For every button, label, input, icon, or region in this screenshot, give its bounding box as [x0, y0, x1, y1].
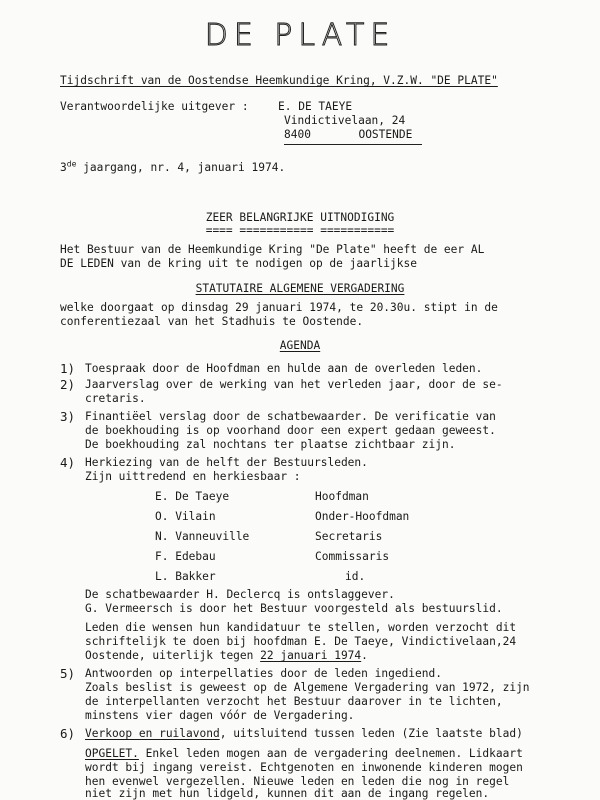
- agenda-item-6-number: 6): [60, 726, 76, 741]
- agenda-item-4-number: 4): [60, 455, 76, 470]
- agenda-item-3-line-2: de boekhouding is op voorhand door een expert gedaan geweest.: [85, 424, 496, 437]
- agenda-item-3-line-1: Finantiëel verslag door de schatbewaarder. De verificatie van: [85, 410, 496, 423]
- masthead-subtitle: Tijdschrift van de Oostendse Heemkundige Kring, V.Z.W. "DE PLATE": [60, 74, 498, 87]
- board-member-name: N. Vanneuville: [155, 530, 250, 543]
- candidacy-prefix: Oostende, uiterlijk tegen: [85, 649, 261, 662]
- publisher-postcode: 8400: [284, 128, 311, 141]
- agenda-item-2-line-1: Jaarverslag over de werking van het verleden jaar, door de se-: [85, 378, 503, 391]
- agenda-item-5-line-4: minstens vier dagen vóór de Vergadering.: [85, 709, 355, 722]
- notice-line-1: [85, 747, 523, 762]
- agenda-item-1-line-1: Toespraak door de Hoofdman en hulde aan de overleden leden.: [85, 362, 483, 375]
- agenda-item-3-number: 3): [60, 409, 76, 424]
- board-member-role: Onder-Hoofdman: [315, 510, 410, 523]
- candidacy-line-2: schriftelijk te doen bij hoofdman E. De Taeye, Vindictivelaan,24: [85, 635, 517, 648]
- candidacy-line-3: [85, 649, 368, 664]
- invitation-heading: ZEER BELANGRIJKE UITNODIGING: [205, 211, 395, 224]
- agenda-heading: AGENDA: [279, 339, 321, 352]
- publisher-name: E. DE TAEYE: [278, 100, 353, 113]
- invitation-line-2: DE LEDEN van de kring uit te nodigen op de jaarlijkse: [60, 257, 417, 270]
- publisher-label: Verantwoordelijke uitgever :: [60, 100, 249, 113]
- new-member-note: G. Vermeersch is door het Bestuur voorgesteld als bestuurslid.: [85, 602, 503, 615]
- board-member-role: Hoofdman: [315, 490, 369, 503]
- meeting-title: STATUTAIRE ALGEMENE VERGADERING: [195, 282, 405, 295]
- agenda-item-3-line-3: De boekhouding zal nochtans ter plaatse zichtbaar zijn.: [85, 438, 456, 451]
- agenda-item-6-line: [85, 727, 523, 742]
- agenda-item-1-number: 1): [60, 361, 76, 376]
- agenda-item-5-number: 5): [60, 666, 76, 681]
- agenda-item-6-title: Verkoop en ruilavond: [85, 727, 220, 740]
- issue-rest: jaargang, nr. 4, januari 1974.: [76, 161, 286, 174]
- agenda-item-2-number: 2): [60, 377, 76, 392]
- notice-label: OPGELET.: [85, 747, 139, 760]
- candidacy-line-1: Leden die wensen hun kandidatuur te stellen, worden verzocht dit: [85, 621, 517, 634]
- agenda-item-2-line-2: cretaris.: [85, 392, 146, 405]
- notice-line-4: niet zijn met hun lidgeld, kunnen dit aan de ingang regelen.: [85, 787, 490, 800]
- issue-line: [60, 161, 285, 176]
- publisher-address-line: [284, 128, 422, 145]
- candidacy-suffix: .: [361, 649, 368, 662]
- publisher-street: Vindictivelaan, 24: [284, 114, 406, 127]
- candidacy-deadline: 22 januari 1974: [260, 649, 362, 662]
- board-member-name: L. Bakker: [155, 570, 216, 583]
- notice-line-3: hen evenwel vergezellen. Nieuwe leden en leden die nog in regel: [85, 775, 510, 788]
- board-member-name: F. Edebau: [155, 550, 216, 563]
- board-member-name: O. Vilain: [155, 510, 216, 523]
- publisher-city: OOSTENDE: [358, 128, 413, 141]
- treasurer-note: De schatbewaarder H. Declercq is ontslaggever.: [85, 588, 395, 601]
- agenda-item-4-line-2: Zijn uittredend en herkiesbaar :: [85, 470, 301, 483]
- board-member-role: Commissaris: [315, 550, 390, 563]
- issue-suffix: de: [66, 159, 77, 169]
- invitation-line-4: conferentiezaal van het Stadhuis te Oostende.: [60, 315, 364, 328]
- notice-first-rest: Enkel leden mogen aan de vergadering deelnemen. Lidkaart: [138, 747, 523, 760]
- invitation-heading-rule: ==== =========== ===========: [205, 224, 395, 237]
- agenda-item-5-line-1: Antwoorden op interpellaties door de leden ingediend.: [85, 667, 442, 680]
- agenda-item-5-line-3: de interpellanten verzocht het Bestuur daarover in te lichten,: [85, 695, 503, 708]
- agenda-item-4-line-1: Herkiezing van de helft der Bestuursleden.: [85, 456, 368, 469]
- masthead-title: DE PLATE: [204, 18, 396, 53]
- issue-number: 3: [60, 161, 67, 174]
- board-member-role: Secretaris: [315, 530, 383, 543]
- agenda-item-5-line-2: Zoals beslist is geweest op de Algemene Vergadering van 1972, zijn: [85, 681, 530, 694]
- invitation-line-3: welke doorgaat op dinsdag 29 januari 1974, te 20.30u. stipt in de: [60, 301, 498, 314]
- invitation-line-1: Het Bestuur van de Heemkundige Kring "De Plate" heeft de eer AL: [60, 243, 485, 256]
- agenda-item-6-rest: , uitsluitend tussen leden (Zie laatste blad): [219, 727, 523, 740]
- board-member-name: E. De Taeye: [155, 490, 230, 503]
- board-member-role: id.: [345, 570, 366, 583]
- notice-line-2: wordt bij ingang vereist. Echtgenoten en inwonende kinderen mogen: [85, 761, 523, 774]
